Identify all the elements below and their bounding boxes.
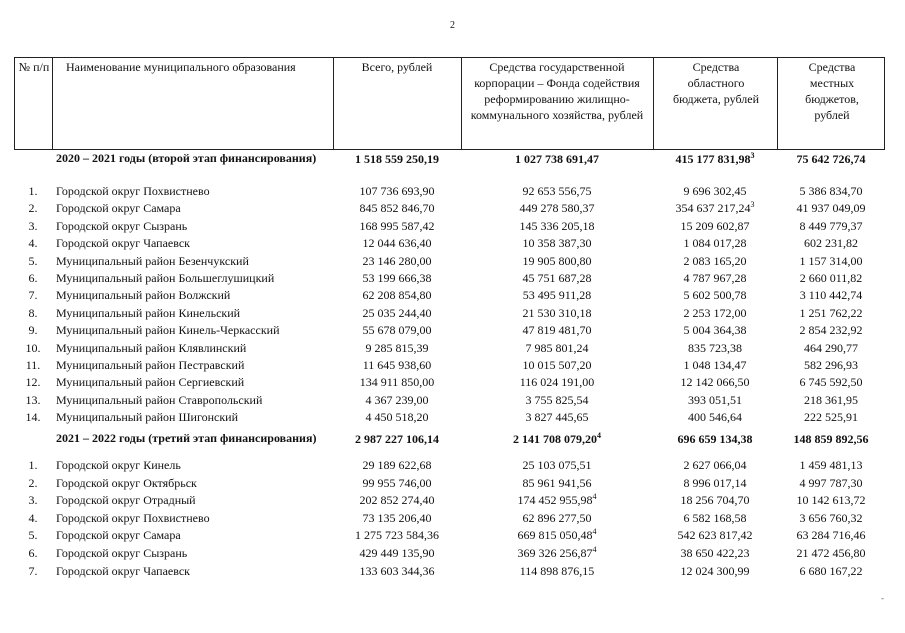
row-fund: 3 755 825,54 (525, 392, 589, 407)
row-name: Городской округ Чапаевск (56, 236, 190, 251)
row-total: 133 603 344,36 (359, 563, 435, 578)
row-total: 12 044 636,40 (362, 236, 432, 251)
row-name: Городской округ Сызрань (56, 546, 188, 560)
row-number: 6. (28, 271, 38, 285)
header-divider (777, 57, 778, 150)
row-regional: 400 546,64 (688, 410, 742, 425)
row-number: 7. (28, 563, 38, 578)
row-number: 2. (28, 201, 38, 216)
row-local: 3 110 442,74 (799, 288, 863, 303)
row-regional: 5 602 500,78 (683, 288, 747, 303)
table-row (0, 392, 905, 409)
header-divider (653, 57, 654, 150)
row-name: Городской округ Отрадный (56, 493, 196, 508)
row-name: Муниципальный район Ставропольский (56, 392, 263, 407)
row-name: Муниципальный район Шигонский (56, 410, 239, 425)
row-regional: 5 004 364,38 (683, 323, 747, 338)
row-name: Городской округ Похвистнево (56, 510, 210, 525)
row-regional: 12 142 066,50 (680, 375, 750, 390)
table-row (0, 457, 905, 474)
row-fund: 10 358 387,30 (522, 236, 592, 251)
stage-local: 148 859 892,56 (793, 432, 869, 446)
row-number: 3. (28, 493, 38, 508)
stage-local: 75 642 726,74 (796, 152, 866, 166)
table-row (0, 563, 905, 580)
header-name: Наименование муниципального образования (66, 60, 296, 74)
row-number: 14. (25, 410, 41, 425)
row-name: Городской округ Самара (56, 201, 181, 216)
table-row (0, 475, 905, 492)
row-total: 134 911 850,00 (359, 375, 435, 390)
row-number: 6. (28, 546, 38, 560)
row-number: 4. (28, 236, 38, 251)
row-total: 107 736 693,90 (359, 184, 435, 198)
row-local: 21 472 456,80 (796, 546, 866, 560)
stage-summary-row (0, 151, 905, 183)
row-regional: 354 637 217,24$^3$ (675, 200, 755, 216)
row-regional: 2 083 165,20 (683, 253, 747, 268)
row-regional: 4 787 967,28 (683, 271, 747, 285)
stage-regional: 415 177 831,98$^3$ (675, 151, 755, 166)
row-total: 9 285 815,39 (365, 340, 429, 355)
table-row (0, 183, 905, 200)
row-total: 202 852 274,40 (359, 493, 435, 508)
row-number: 1. (28, 184, 38, 198)
row-fund: 21 530 310,18 (522, 305, 592, 320)
row-local: 41 937 049,09 (796, 201, 866, 216)
row-number: 7. (28, 288, 38, 303)
row-local: 4 997 787,30 (799, 475, 863, 490)
stage-title: 2021 – 2022 годы (третий этап финансирования) (56, 431, 317, 445)
row-number: 2. (28, 475, 38, 490)
row-regional: 393 051,51 (688, 392, 742, 407)
stage-total: 1 518 559 250,19 (355, 152, 439, 166)
row-name: Муниципальный район Клявлинский (56, 340, 247, 355)
row-total: 62 208 854,80 (362, 288, 432, 303)
header-divider (52, 57, 53, 150)
row-total: 73 135 206,40 (362, 510, 432, 525)
table-row (0, 218, 905, 235)
row-number: 5. (28, 528, 38, 543)
header-divider (333, 57, 334, 150)
row-regional: 9 696 302,45 (683, 184, 747, 198)
row-fund: 114 898 876,15 (519, 563, 595, 578)
header-regional: Средства областного бюджета, рублей (673, 60, 759, 106)
row-total: 4 367 239,00 (365, 392, 429, 407)
table-row (0, 322, 905, 339)
row-total: 53 199 666,38 (362, 271, 432, 285)
row-name: Муниципальный район Кинельский (56, 305, 241, 320)
table-row (0, 200, 905, 217)
row-local: 582 296,93 (804, 358, 858, 372)
row-regional: 6 582 168,58 (683, 510, 747, 525)
row-regional: 18 256 704,70 (680, 493, 750, 508)
row-number: 8. (28, 305, 38, 320)
row-local: 3 656 760,32 (799, 510, 863, 525)
table-row (0, 305, 905, 322)
row-regional: 1 084 017,28 (683, 236, 747, 251)
row-name: Городской округ Сызрань (56, 218, 188, 233)
row-fund: 19 905 800,80 (522, 253, 592, 268)
row-number: 5. (28, 253, 38, 268)
row-regional: 38 650 422,23 (680, 546, 750, 560)
row-total: 23 146 280,00 (362, 253, 432, 268)
row-local: 8 449 779,37 (799, 218, 863, 233)
row-number: 13. (25, 392, 41, 407)
row-local: 222 525,91 (804, 410, 858, 425)
scan-mark: - (881, 593, 884, 603)
row-name: Городской округ Самара (56, 528, 181, 543)
row-local: 1 251 762,22 (799, 305, 863, 320)
row-regional: 12 024 300,99 (680, 563, 750, 578)
row-fund: 47 819 481,70 (522, 323, 592, 338)
table-row (0, 253, 905, 270)
row-name: Муниципальный район Пестравский (56, 358, 245, 372)
row-fund: 449 278 580,37 (519, 201, 595, 216)
row-fund: 53 495 911,28 (522, 288, 592, 303)
row-name: Муниципальный район Волжский (56, 288, 231, 303)
table-row (0, 527, 905, 544)
row-fund: 7 985 801,24 (525, 340, 589, 355)
row-total: 168 995 587,42 (359, 218, 435, 233)
row-fund: 174 452 955,98$^4$ (517, 492, 597, 508)
row-name: Городской округ Октябрьск (56, 475, 197, 490)
stage-title: 2020 – 2021 годы (второй этап финансирования) (56, 151, 317, 165)
header-fund: Средства государственной корпорации – Фонда содействия реформированию жилищно-коммунального хозяйства, рублей (470, 60, 644, 122)
row-local: 6 680 167,22 (799, 563, 863, 578)
row-local: 63 284 716,46 (796, 528, 866, 543)
row-fund: 25 103 075,51 (522, 458, 592, 472)
row-total: 55 678 079,00 (362, 323, 432, 338)
table-row (0, 409, 905, 426)
page-number: 2 (450, 20, 455, 31)
table-row (0, 357, 905, 374)
stage-fund: 2 141 708 079,20$^4$ (513, 431, 601, 446)
row-total: 845 852 846,70 (359, 201, 435, 216)
table-row (0, 492, 905, 509)
row-total: 429 449 135,90 (359, 546, 435, 560)
row-local: 5 386 834,70 (799, 184, 863, 198)
table-row (0, 374, 905, 391)
row-name: Муниципальный район Безенчукский (56, 253, 249, 268)
row-local: 1 157 314,00 (799, 253, 863, 268)
row-number: 12. (25, 375, 41, 390)
stage-fund: 1 027 738 691,47 (515, 152, 599, 166)
table-row (0, 235, 905, 252)
row-regional: 542 623 817,42 (677, 528, 753, 543)
table-row (0, 270, 905, 287)
row-local: 2 660 011,82 (799, 271, 863, 285)
table-row (0, 510, 905, 527)
row-regional: 835 723,38 (688, 340, 742, 355)
row-local: 464 290,77 (804, 340, 858, 355)
row-local: 2 854 232,92 (799, 323, 863, 338)
row-regional: 2 253 172,00 (683, 305, 747, 320)
row-total: 25 035 244,40 (362, 305, 432, 320)
row-number: 3. (28, 218, 38, 233)
row-name: Муниципальный район Сергиевский (56, 375, 245, 390)
row-fund: 3 827 445,65 (525, 410, 589, 425)
row-total: 4 450 518,20 (365, 410, 429, 425)
header-no: № п/п (18, 60, 50, 74)
row-fund: 116 024 191,00 (519, 375, 595, 390)
row-number: 10. (25, 340, 41, 355)
row-total: 11 645 938,60 (362, 358, 432, 372)
row-fund: 92 653 556,75 (522, 184, 592, 198)
stage-regional: 696 659 134,38 (677, 432, 753, 446)
row-number: 4. (28, 510, 38, 525)
table-row (0, 340, 905, 357)
row-regional: 15 209 602,87 (680, 218, 750, 233)
row-fund: 369 326 256,87$^4$ (517, 545, 597, 560)
row-number: 1. (28, 458, 38, 472)
row-fund: 62 896 277,50 (522, 510, 592, 525)
row-number: 9. (28, 323, 38, 338)
row-fund: 85 961 941,56 (522, 475, 592, 490)
row-regional: 8 996 017,14 (683, 475, 747, 490)
table-row (0, 545, 905, 562)
row-name: Городской округ Кинель (56, 458, 181, 472)
row-name: Городской округ Похвистнево (56, 184, 210, 198)
row-fund: 145 336 205,18 (519, 218, 595, 233)
header-local: Средства местных бюджетов, рублей (805, 60, 859, 122)
row-local: 1 459 481,13 (799, 458, 863, 472)
row-total: 1 275 723 584,36 (355, 528, 439, 543)
table-row (0, 287, 905, 304)
row-name: Муниципальный район Кинель-Черкасский (56, 323, 280, 338)
row-regional: 2 627 066,04 (683, 458, 747, 472)
row-local: 602 231,82 (804, 236, 858, 251)
row-local: 6 745 592,50 (799, 375, 863, 390)
row-name: Городской округ Чапаевск (56, 563, 190, 578)
row-regional: 1 048 134,47 (683, 358, 747, 372)
row-local: 10 142 613,72 (796, 493, 866, 508)
row-local: 218 361,95 (804, 392, 858, 407)
row-fund: 10 015 507,20 (522, 358, 592, 372)
header-divider (461, 57, 462, 150)
header-total: Всего, рублей (361, 60, 433, 74)
row-number: 11. (25, 358, 41, 372)
stage-total: 2 987 227 106,14 (355, 432, 439, 446)
row-fund: 669 815 050,48$^4$ (517, 527, 597, 543)
row-total: 29 189 622,68 (362, 458, 432, 472)
row-total: 99 955 746,00 (362, 475, 432, 490)
row-name: Муниципальный район Большеглушицкий (56, 271, 275, 285)
row-fund: 45 751 687,28 (522, 271, 592, 285)
